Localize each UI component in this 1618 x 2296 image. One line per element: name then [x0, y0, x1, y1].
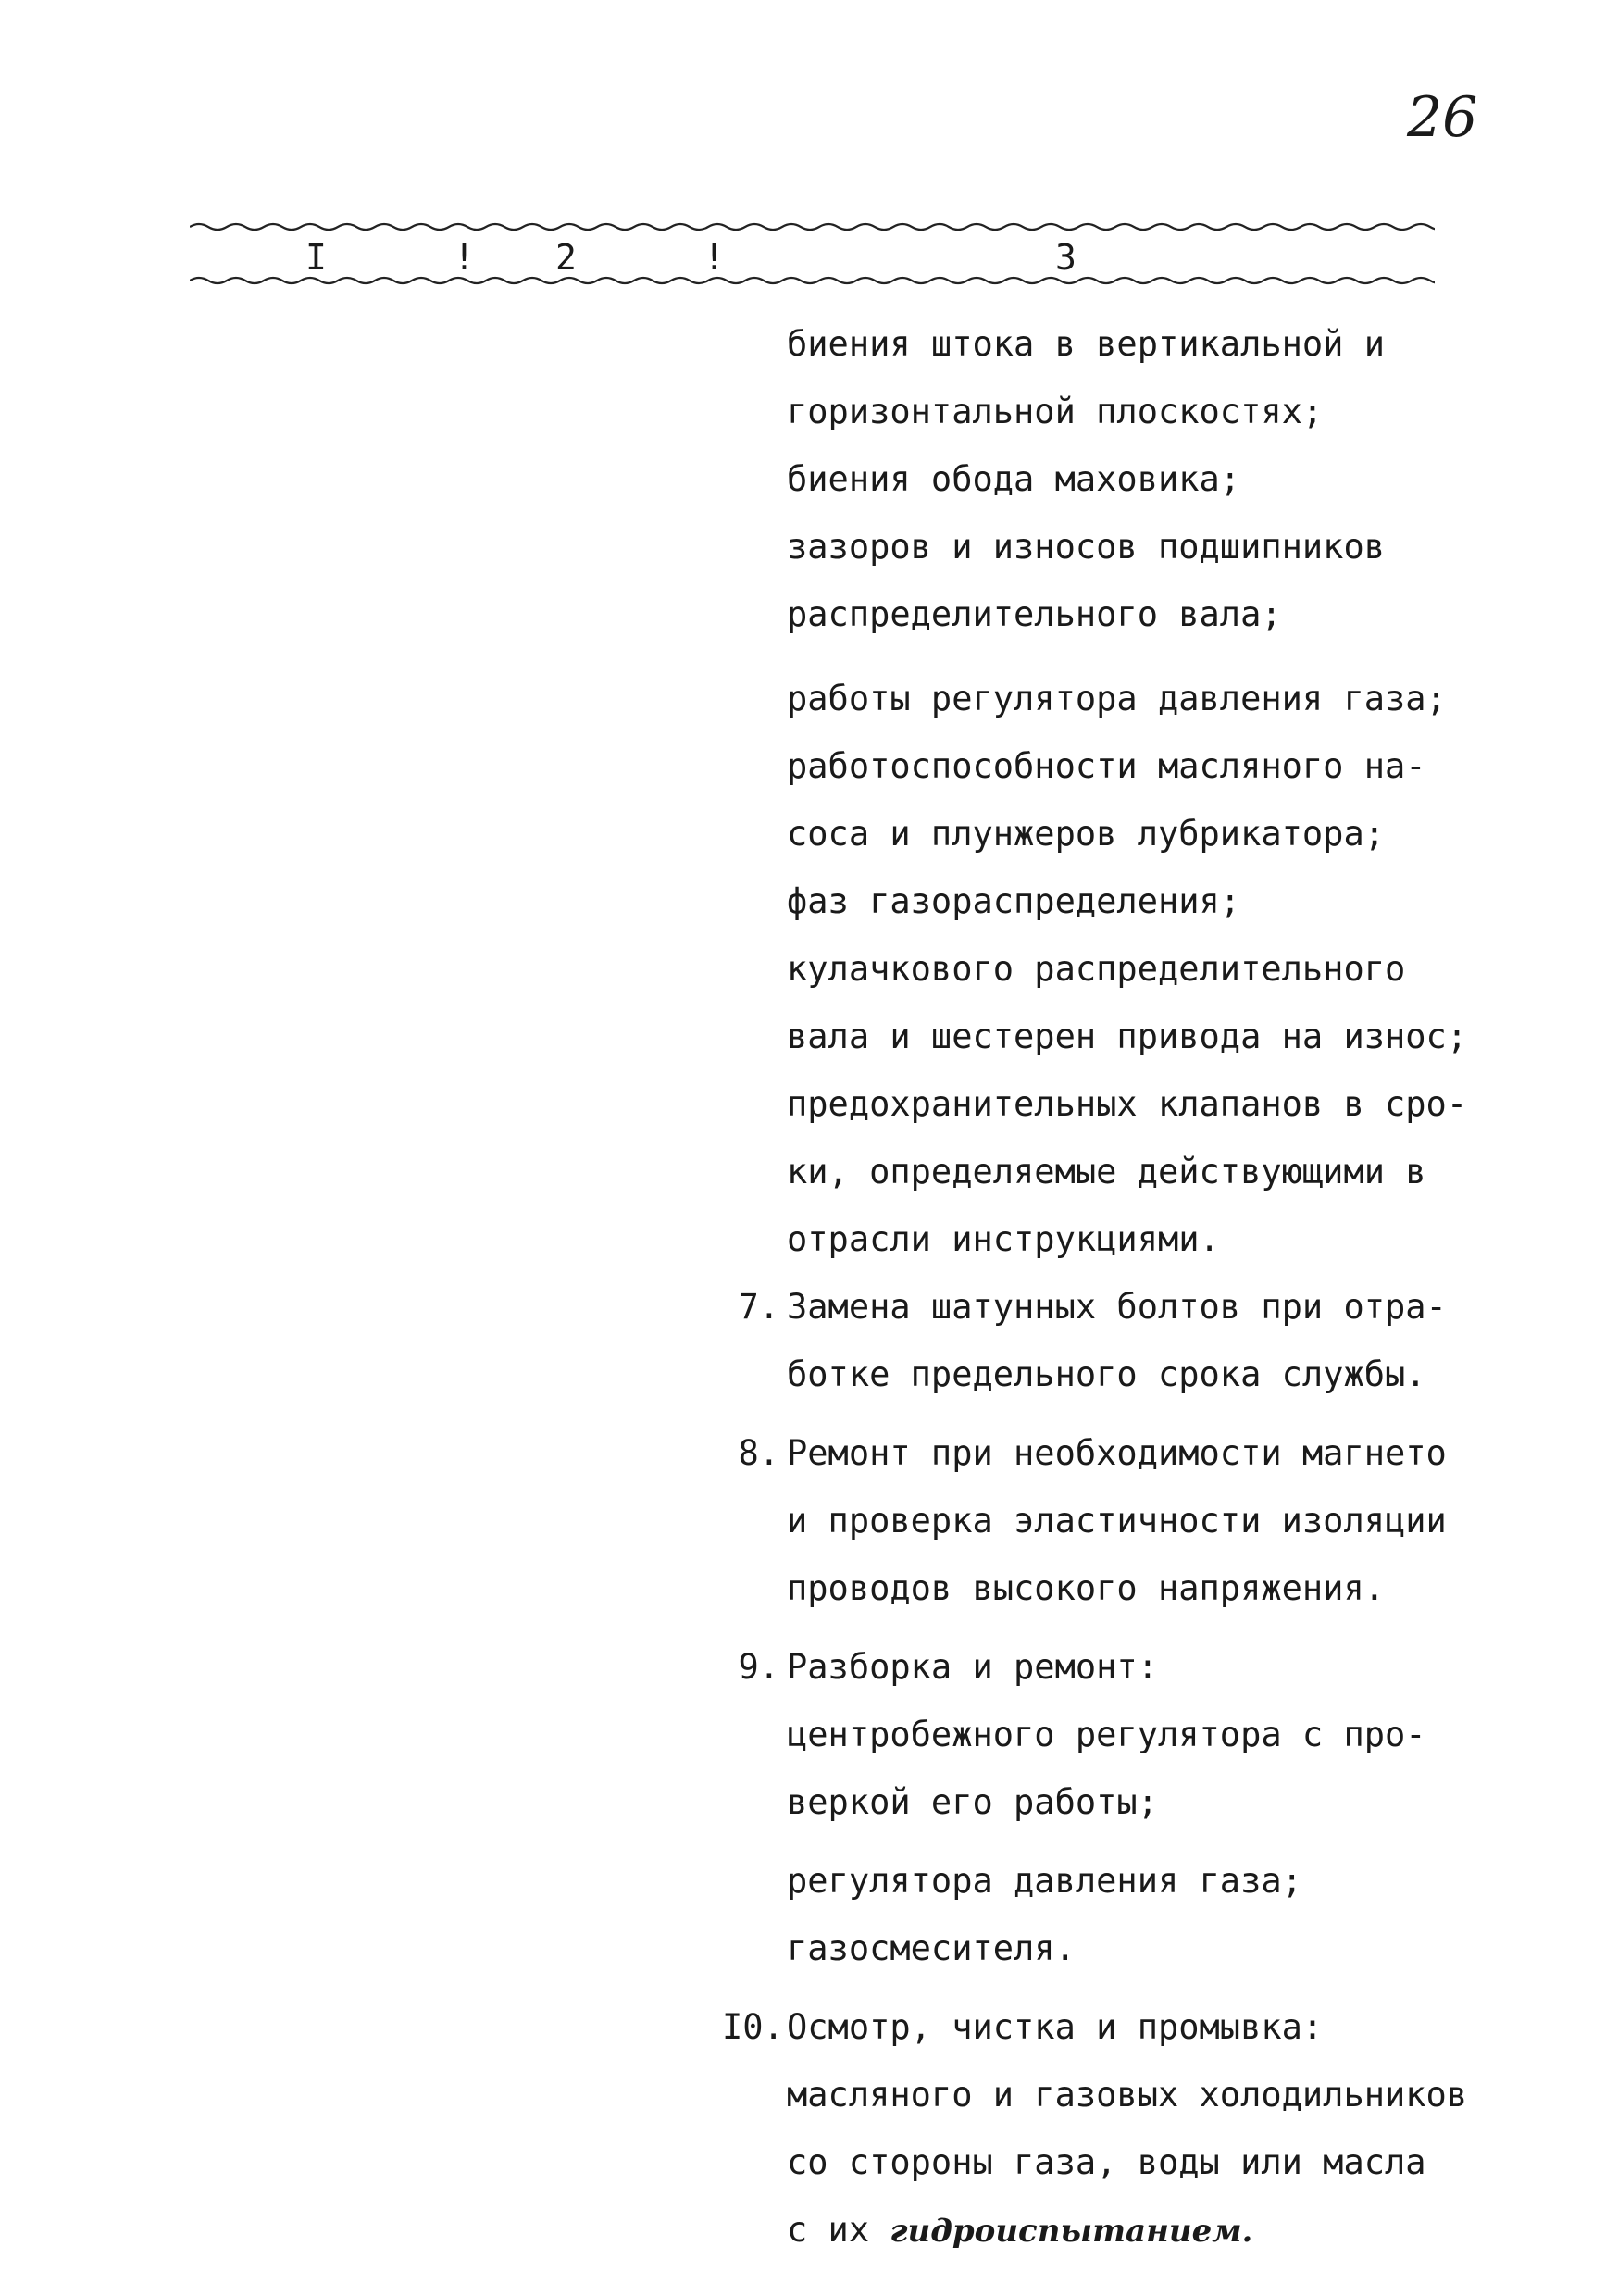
- handwritten-text: гидроиспытанием.: [890, 2213, 1253, 2250]
- spacer: [787, 1836, 1555, 1847]
- header-separator-1: !: [454, 237, 475, 278]
- text-line: веркой его работы;: [787, 1782, 1158, 1822]
- item-number: 9.: [738, 1647, 779, 1687]
- header-separator-2: !: [703, 237, 725, 278]
- list-item-9: [738, 1633, 1555, 1982]
- text-line: ки, определяемые действующими в: [787, 1152, 1426, 1192]
- spacer: [787, 648, 1555, 665]
- text-line: биения штока в вертикальной и: [787, 324, 1386, 364]
- text-line: масляного и газовых холодильников: [787, 2075, 1468, 2115]
- text-line: соса и плунжеров лубрикатора;: [787, 814, 1386, 854]
- text-line: и проверка эластичности изоляции: [787, 1501, 1447, 1541]
- header-col-1: I: [305, 237, 327, 278]
- text-line: биения обода маховика;: [787, 459, 1241, 499]
- text-line: предохранительных клапанов в сро-: [787, 1084, 1468, 1124]
- spacer: [787, 1622, 1555, 1633]
- text-line: фаз газораспределения;: [787, 881, 1241, 921]
- list-item-10: [722, 1993, 1555, 2264]
- text-line: со стороны газа, воды или масла: [787, 2142, 1426, 2182]
- typed-text: с их: [787, 2210, 870, 2250]
- text-line: вала и шестерен привода на износ;: [787, 1017, 1468, 1056]
- table-header-bottom-wavy-rule: [190, 274, 1435, 287]
- text-line: горизонтальной плоскостях;: [787, 392, 1324, 431]
- table-top-wavy-rule: [190, 220, 1435, 233]
- item-number: I0.: [722, 2007, 784, 2047]
- text-line: Разборка и ремонт:: [787, 1647, 1158, 1687]
- text-line: центробежного регулятора с про-: [787, 1715, 1426, 1754]
- page-number: 26: [1407, 85, 1478, 150]
- text-line: работы регулятора давления газа;: [787, 679, 1447, 718]
- item-number: 8.: [738, 1433, 779, 1473]
- text-line: Осмотр, чистка и промывка:: [787, 2007, 1324, 2047]
- text-line: кулачкового распределительного: [787, 949, 1406, 989]
- list-item-8: [738, 1419, 1555, 1622]
- text-line: газосмесителя.: [787, 1928, 1076, 1968]
- list-item-7: [738, 1273, 1555, 1408]
- text-line: ботке предельного срока службы.: [787, 1354, 1426, 1394]
- text-line: Замена шатунных болтов при отра-: [787, 1287, 1447, 1327]
- text-line: зазоров и износов подшипников: [787, 527, 1386, 567]
- text-line: работоспособности масляного на-: [787, 746, 1426, 786]
- spacer: [787, 1982, 1555, 1993]
- text-line: Ремонт при необходимости магнето: [787, 1433, 1447, 1473]
- item-number: 7.: [738, 1287, 779, 1327]
- text-line: отрасли инструкциями.: [787, 1219, 1220, 1259]
- text-line: проводов высокого напряжения.: [787, 1568, 1386, 1608]
- header-col-2: 2: [555, 237, 577, 278]
- column-3-text: [722, 310, 1555, 2264]
- text-line-mixed: [787, 2196, 1555, 2264]
- text-line: распределительного вала;: [787, 594, 1282, 634]
- header-col-3: 3: [1055, 237, 1077, 278]
- text-line: регулятора давления газа;: [787, 1861, 1302, 1901]
- spacer: [787, 1408, 1555, 1419]
